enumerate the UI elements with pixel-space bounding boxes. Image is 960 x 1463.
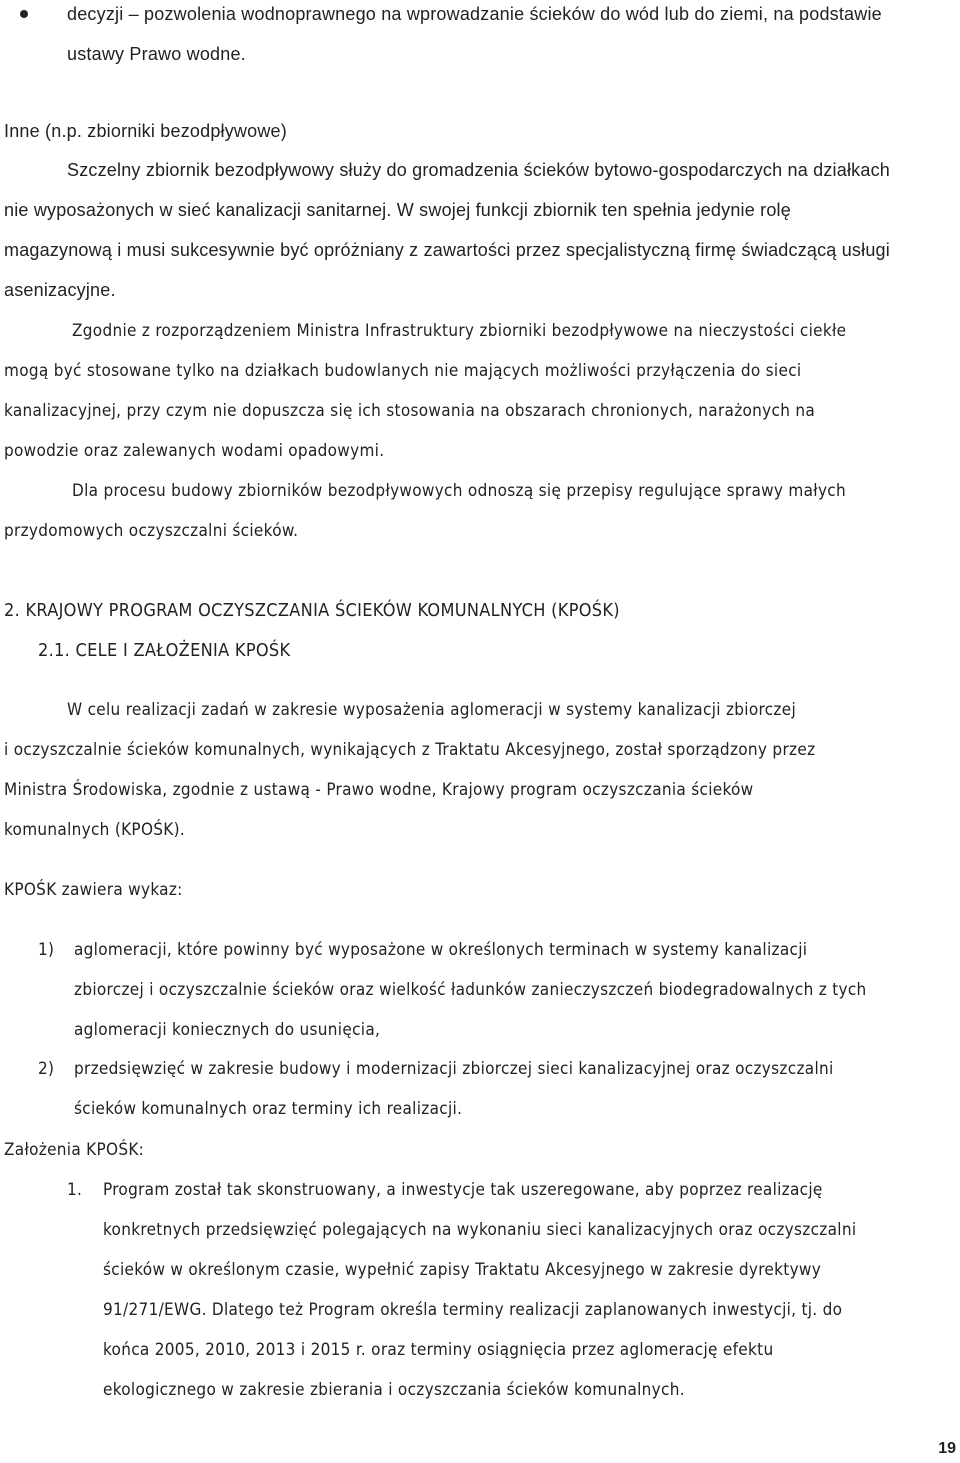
paragraph-line: mogą być stosowane tylko na działkach budowlanych nie mających możliwości przyłączenia do sieci	[4, 361, 802, 381]
list-item-line: 91/271/EWG. Dlatego też Program określa terminy realizacji zaplanowanych inwestycji, tj. do	[103, 1300, 843, 1320]
list-item-line: ścieków komunalnych oraz terminy ich realizacji.	[74, 1099, 463, 1119]
paragraph-line: asenizacyjne.	[4, 280, 116, 300]
paragraph-line: Dla procesu budowy zbiorników bezodpływowych odnoszą się przepisy regulujące sprawy małych	[72, 481, 846, 501]
list-item-line: aglomeracji, które powinny być wyposażone w określonych terminach w systemy kanalizacji	[74, 940, 808, 960]
list-item-line: zbiorczej i oczyszczalnie ścieków oraz wielkość ładunków zanieczyszczeń biodegradowalnych z tych	[74, 980, 867, 1000]
inne-heading: Inne (n.p. zbiorniki bezodpływowe)	[4, 121, 287, 141]
paragraph-line: magazynową i musi sukcesywnie być opróżniany z zawartości przez specjalistyczną firmę świadczącą usługi	[4, 240, 890, 260]
list-item-line: ekologicznego w zakresie zbierania i oczyszczania ścieków komunalnych.	[103, 1380, 685, 1400]
list-item-line: konkretnych przedsięwzięć polegających na wykonaniu sieci kanalizacyjnych oraz oczyszczalni	[103, 1220, 857, 1240]
page-number: 19	[938, 1440, 956, 1457]
section-heading: 2. KRAJOWY PROGRAM OCZYSZCZANIA ŚCIEKÓW KOMUNALNYCH (KPOŚK)	[4, 600, 620, 621]
paragraph-line: Ministra Środowiska, zgodnie z ustawą - Prawo wodne, Krajowy program oczyszczania ścieków	[4, 780, 754, 800]
list-item-line: aglomeracji koniecznych do usunięcia,	[74, 1020, 381, 1040]
paragraph-line: powodzie oraz zalewanych wodami opadowymi.	[4, 441, 385, 461]
paragraph-line: przydomowych oczyszczalni ścieków.	[4, 521, 299, 541]
paragraph-line: komunalnych (KPOŚK).	[4, 820, 186, 840]
list-number: 2)	[38, 1059, 55, 1079]
paragraph-line: nie wyposażonych w sieć kanalizacji sanitarnej. W swojej funkcji zbiornik ten spełnia jedynie rolę	[4, 200, 791, 220]
paragraph-line: W celu realizacji zadań w zakresie wyposażenia aglomeracji w systemy kanalizacji zbiorczej	[67, 700, 796, 720]
paragraph-line: Zgodnie z rozporządzeniem Ministra Infrastruktury zbiorniki bezodpływowe na nieczystości ciekłe	[72, 321, 847, 341]
list-number: 1.	[67, 1180, 83, 1200]
list-item-line: ścieków w określonym czasie, wypełnić zapisy Traktatu Akcesyjnego w zakresie dyrektywy	[103, 1260, 822, 1280]
bullet-dot	[20, 10, 28, 18]
subsection-heading: 2.1. CELE I ZAŁOŻENIA KPOŚK	[38, 640, 291, 661]
list-item-line: końca 2005, 2010, 2013 i 2015 r. oraz terminy osiągnięcia przez aglomerację efektu	[103, 1340, 774, 1360]
list-item-line: przedsięwzięć w zakresie budowy i modernizacji zbiorczej sieci kanalizacyjnej oraz oczyszczalni	[74, 1059, 834, 1079]
paragraph-line: Szczelny zbiornik bezodpływowy służy do gromadzenia ścieków bytowo-gospodarczych na działkach	[67, 160, 890, 180]
bullet-text-line: decyzji – pozwolenia wodnoprawnego na wprowadzanie ścieków do wód lub do ziemi, na podstawie	[67, 4, 882, 24]
list-heading: Założenia KPOŚK:	[4, 1140, 145, 1160]
bullet-text-line: ustawy Prawo wodne.	[67, 44, 246, 64]
list-item-line: Program został tak skonstruowany, a inwestycje tak uszeregowane, aby poprzez realizację	[103, 1180, 823, 1200]
paragraph-line: kanalizacyjnej, przy czym nie dopuszcza się ich stosowania na obszarach chronionych, narażonych na	[4, 401, 816, 421]
list-heading: KPOŚK zawiera wykaz:	[4, 880, 183, 900]
list-number: 1)	[38, 940, 55, 960]
paragraph-line: i oczyszczalnie ścieków komunalnych, wynikających z Traktatu Akcesyjnego, został sporządzony przez	[4, 740, 816, 760]
